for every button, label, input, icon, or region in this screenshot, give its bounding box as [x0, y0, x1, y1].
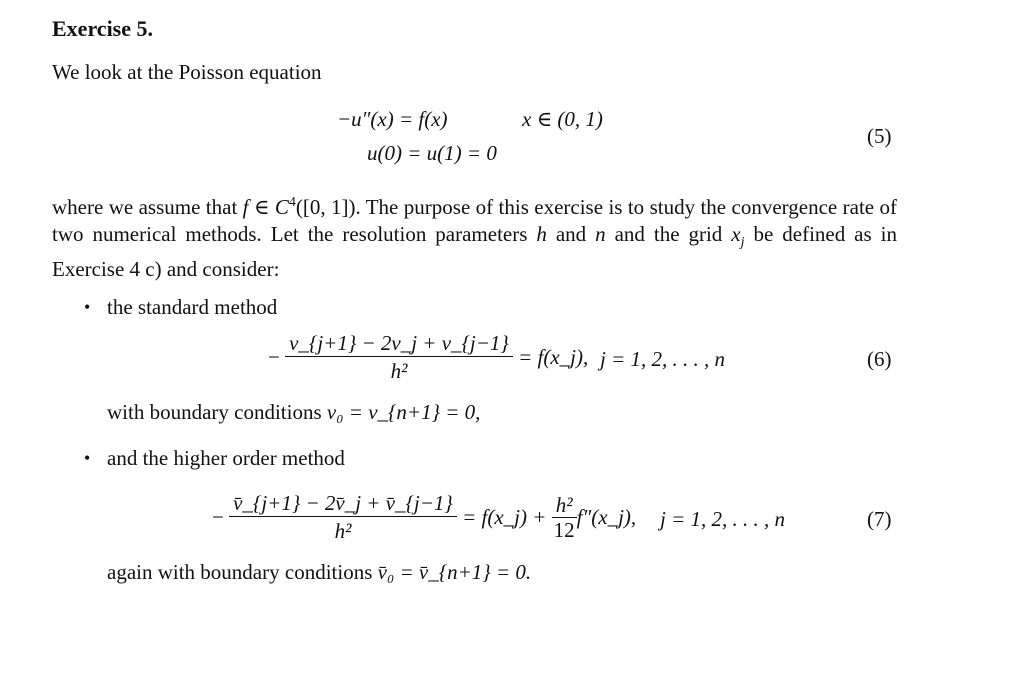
bullet2-bc-eq: v̄₀ = v̄_{n+1} = 0.: [377, 560, 532, 584]
eq6-fraction: [285, 330, 513, 385]
eq6-denominator: h²: [390, 359, 408, 383]
eq7-rhs1: = f(x_j) +: [462, 505, 547, 529]
bullet1-bc-eq: v₀ = v_{n+1} = 0,: [326, 400, 481, 424]
bullet1-bc: [107, 400, 480, 425]
bullet1-bc-label: with boundary conditions: [107, 400, 327, 424]
description-paragraph: [52, 189, 897, 283]
eq7-denominator: h²: [334, 519, 352, 543]
eq7-numerator: v̄_{j+1} − 2v̄_j + v̄_{j−1}: [229, 490, 457, 517]
eq7: [212, 490, 636, 545]
bullet1-text: the standard method: [107, 295, 278, 319]
para-part4: be defined as in Exercise 4 c) and consider:: [52, 222, 897, 282]
eq6-range: j = 1, 2, . . . , n: [600, 347, 726, 371]
eq6: [268, 330, 588, 385]
eq5-line1: −u″(x) = f(x): [337, 107, 448, 131]
eq7-rhs2: f″(x_j),: [576, 505, 637, 529]
eq7-coef-numerator: h²: [552, 493, 577, 518]
eq5-domain: x ∈ (0, 1): [522, 107, 603, 131]
eq7-coef-denominator: 12: [553, 518, 575, 542]
para-x: x: [731, 222, 741, 246]
para-n: n: [595, 222, 606, 246]
eq7-coefficient: [552, 493, 577, 542]
para-and: and: [546, 222, 596, 246]
eq6-numerator: v_{j+1} − 2v_j + v_{j−1}: [285, 330, 513, 357]
eq7-fraction: [229, 490, 457, 545]
eq7-range: j = 1, 2, . . . , n: [660, 507, 786, 531]
bullet2-bc: [107, 560, 531, 585]
eq7-number: (7): [867, 507, 892, 531]
bullet1-dot: •: [84, 297, 91, 317]
para-part1: where we assume that: [52, 195, 243, 219]
para-condition-sup: 4: [288, 195, 296, 210]
para-condition: f ∈ C: [242, 195, 289, 219]
eq6-minus: −: [268, 345, 280, 369]
eq6-number: (6): [867, 347, 892, 371]
para-condition-tail: ([0, 1]).: [295, 195, 361, 219]
eq5-line1-lhs: [337, 107, 448, 132]
eq6-rhs: = f(x_j),: [518, 345, 589, 369]
para-j: j: [740, 235, 745, 251]
eq7-minus: −: [212, 505, 224, 529]
eq5-number: (5): [867, 124, 892, 148]
para-part2: The purpose of this exercise is to study the convergence rate of two numerical methods. Let the resolution parameters: [52, 195, 897, 246]
bullet2-dot: •: [84, 448, 91, 468]
para-part3: and the grid: [605, 222, 732, 246]
bullet2-bc-label: again with boundary conditions: [107, 560, 378, 584]
intro-text: We look at the Poisson equation: [52, 60, 322, 84]
bullet2-text: and the higher order method: [107, 446, 345, 470]
eq5-line2: u(0) = u(1) = 0: [367, 141, 497, 165]
exercise-heading: Exercise 5.: [52, 16, 154, 41]
para-h: h: [536, 222, 547, 246]
